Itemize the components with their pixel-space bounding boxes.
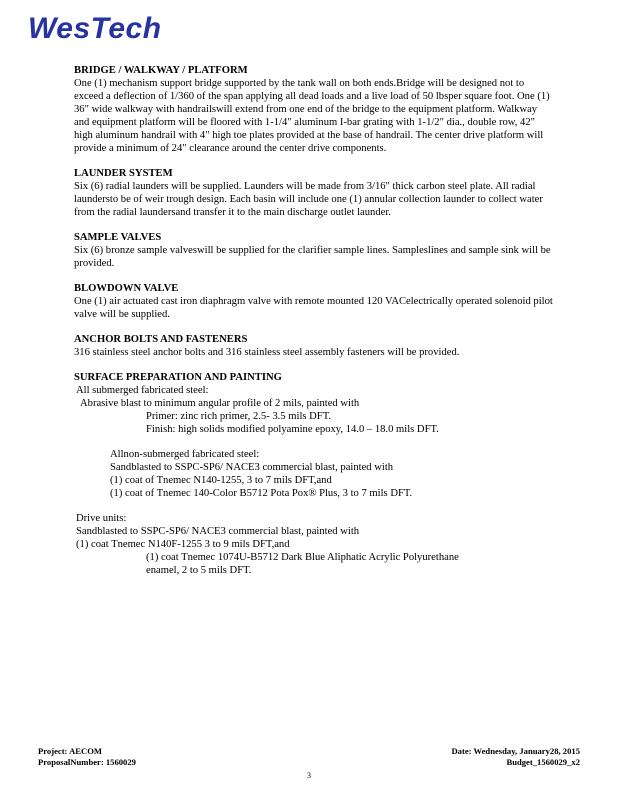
section-text: One (1) mechanism support bridge supported by the tank wall on both ends.Bridge will be designed not to exceed a deflection of 1/360 of the span applying all dead loads and a live load of 50 lbsper square foot. One (1) 36" wide walkway with handrailswill extend from one end of the bridge to the equipment platform. Walkway and equipment platform will be floored with 1-1/4" aluminum I-bar grating with 1-1/2" dia., double row, 42" high aluminum handrail with 4" high toe plates provided at the base of handrail. The center drive platform will provide a minimum of 24" clearance around the center drive components. (74, 78, 550, 154)
primer-line: Primer: zinc rich primer, 2.5- 3.5 mils DFT. (146, 411, 332, 422)
footer-project: Project: AECOM (38, 746, 103, 756)
submerged-title: All submerged fabricated steel: (76, 385, 209, 396)
drive-title: Drive units: (76, 513, 127, 524)
footer-date: Date: Wednesday, January28, 2015 (451, 746, 580, 756)
submerged-blast: Abrasive blast to minimum angular profile of 2 mils, painted with (80, 398, 360, 409)
westech-logo: WesTech (28, 12, 162, 45)
document-body (74, 64, 554, 589)
nonsub-coat-1: (1) coat of Tnemec N140-1255, 3 to 7 mils DFT,and (110, 475, 332, 486)
section-painting (74, 371, 554, 577)
nonsub-blast: Sandblasted to SSPC-SP6/ NACE3 commercial blast, painted with (110, 462, 394, 473)
section-text: 316 stainless steel anchor bolts and 316 stainless steel assembly fasteners will be provided. (74, 347, 460, 358)
section-heading: LAUNDER SYSTEM (74, 168, 173, 179)
section-anchor-bolts (74, 333, 554, 359)
nonsub-coat-2: (1) coat of Tnemec 140-Color B5712 Pota Pox® Plus, 3 to 7 mils DFT. (110, 488, 413, 499)
footer-right (451, 746, 580, 768)
non-submerged-block (74, 448, 554, 500)
section-blowdown-valve (74, 282, 554, 321)
section-sample-valves (74, 231, 554, 270)
footer-proposal: ProposalNumber: 1560029 (38, 757, 136, 767)
section-heading: BRIDGE / WALKWAY / PLATFORM (74, 65, 248, 76)
section-heading: SAMPLE VALVES (74, 232, 162, 243)
drive-blast: Sandblasted to SSPC-SP6/ NACE3 commercial blast, painted with (76, 526, 360, 537)
drive-coat-2b: enamel, 2 to 5 mils DFT. (146, 565, 252, 576)
section-text: Six (6) bronze sample valveswill be supplied for the clarifier sample lines. Sampleslines and sample sink will be provided. (74, 245, 551, 269)
section-heading: BLOWDOWN VALVE (74, 283, 179, 294)
finish-line: Finish: high solids modified polyamine epoxy, 14.0 – 18.0 mils DFT. (146, 424, 439, 435)
section-bridge (74, 64, 554, 155)
footer-left (38, 746, 136, 768)
drive-coat-1: (1) coat Tnemec N140F-1255 3 to 9 mils DFT,and (76, 539, 290, 550)
section-text: One (1) air actuated cast iron diaphragm valve with remote mounted 120 VACelectrically operated solenoid pilot valve will be supplied. (74, 296, 553, 320)
page-number: 3 (307, 771, 311, 780)
footer-budget: Budget_1560029_x2 (506, 757, 580, 767)
section-heading: SURFACE PREPARATION AND PAINTING (74, 372, 282, 383)
nonsub-title: Allnon-submerged fabricated steel: (110, 449, 260, 460)
section-launder (74, 167, 554, 219)
section-text: Six (6) radial launders will be supplied. Launders will be made from 3/16" thick carbon steel plate. All radial laundersto be of weir trough design. Each basin will include one (1) annular collection launder to collect water from the radial laundersand transfer it to the main discharge outlet launder. (74, 181, 543, 218)
section-heading: ANCHOR BOLTS AND FASTENERS (74, 334, 248, 345)
drive-coat-2a: (1) coat Tnemec 1074U-B5712 Dark Blue Aliphatic Acrylic Polyurethane (146, 552, 459, 563)
